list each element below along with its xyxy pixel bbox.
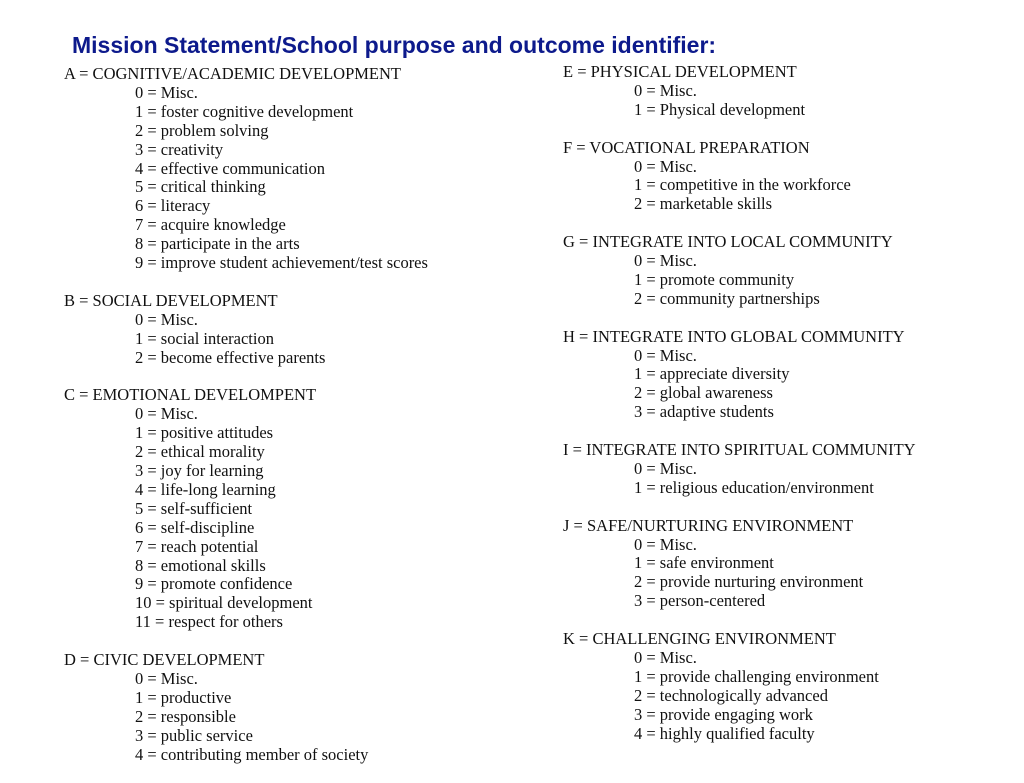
code-item: 8 = participate in the arts (135, 234, 300, 254)
code-item: 0 = Misc. (634, 80, 697, 100)
code-item: 10 = spiritual development (135, 593, 313, 613)
section-heading: E = PHYSICAL DEVELOPMENT (563, 62, 797, 81)
section-heading: I = INTEGRATE INTO SPIRITUAL COMMUNITY (563, 440, 916, 460)
page-title: Mission Statement/School purpose and outcome identifier: (72, 32, 717, 58)
code-item: 2 = provide nurturing environment (634, 572, 864, 592)
code-item: 1 = religious education/environment (634, 477, 874, 497)
code-item: 3 = provide engaging work (634, 704, 813, 724)
code-section (563, 139, 1003, 215)
code-item: 3 = person-centered (634, 591, 766, 611)
code-item: 0 = Misc. (135, 309, 198, 329)
code-item: 3 = adaptive students (634, 402, 774, 422)
code-item: 2 = problem solving (135, 120, 269, 140)
code-item: 1 = positive attitudes (135, 423, 274, 443)
code-item: 0 = Misc. (634, 458, 697, 478)
code-item: 5 = critical thinking (135, 177, 266, 197)
code-item: 7 = reach potential (135, 536, 259, 556)
code-item: 1 = appreciate diversity (634, 364, 790, 384)
code-section (563, 441, 1003, 498)
code-item: 2 = become effective parents (135, 347, 326, 367)
code-item: 3 = public service (135, 725, 253, 745)
code-item: 2 = responsible (135, 706, 236, 726)
code-item: 9 = promote confidence (135, 574, 293, 594)
code-section (563, 233, 1003, 309)
code-section (563, 630, 1003, 743)
code-item: 0 = Misc. (634, 534, 697, 554)
code-section (64, 292, 514, 368)
code-item: 1 = promote community (634, 269, 795, 289)
code-item: 2 = community partnerships (634, 288, 820, 308)
code-item: 0 = Misc. (135, 404, 198, 424)
code-item: 0 = Misc. (135, 82, 198, 102)
section-heading: D = CIVIC DEVELOPMENT (64, 650, 265, 670)
code-item: 0 = Misc. (634, 345, 697, 365)
code-item: 11 = respect for others (135, 612, 283, 632)
code-item: 1 = provide challenging environment (634, 666, 879, 686)
section-heading: G = INTEGRATE INTO LOCAL COMMUNITY (563, 232, 893, 252)
section-heading: B = SOCIAL DEVELOPMENT (64, 290, 278, 310)
code-item: 5 = self-sufficient (135, 498, 253, 518)
code-item: 0 = Misc. (634, 156, 697, 176)
code-item: 3 = joy for learning (135, 461, 264, 480)
code-item: 1 = competitive in the workforce (634, 175, 851, 195)
code-item: 6 = self-discipline (135, 517, 255, 537)
code-item: 2 = marketable skills (634, 194, 773, 214)
code-item: 1 = Physical development (634, 99, 806, 119)
code-section (563, 63, 1003, 120)
code-item: 2 = ethical morality (135, 442, 265, 462)
code-item: 9 = improve student achievement/test scores (135, 253, 428, 273)
code-item: 0 = Misc. (634, 251, 697, 271)
code-item: 1 = safe environment (634, 553, 774, 573)
code-section (563, 517, 1003, 612)
code-item: 1 = foster cognitive development (135, 101, 354, 121)
code-item: 2 = global awareness (634, 383, 773, 403)
code-item: 8 = emotional skills (135, 555, 266, 575)
code-item: 7 = acquire knowledge (135, 215, 286, 235)
code-item: 6 = literacy (135, 196, 211, 216)
section-heading: K = CHALLENGING ENVIRONMENT (563, 629, 836, 649)
section-heading: J = SAFE/NURTURING ENVIRONMENT (563, 515, 854, 535)
code-item: 4 = contributing member of society (135, 744, 369, 764)
section-heading: C = EMOTIONAL DEVELOMPENT (64, 385, 317, 405)
code-item: 3 = creativity (135, 139, 224, 159)
code-section (563, 328, 1003, 423)
code-item: 4 = effective communication (135, 158, 325, 178)
code-item: 1 = social interaction (135, 328, 274, 348)
right-column (563, 63, 1003, 762)
code-section (64, 651, 514, 764)
code-section (64, 386, 514, 632)
section-heading: A = COGNITIVE/ACADEMIC DEVELOPMENT (64, 64, 401, 83)
code-item: 2 = technologically advanced (634, 685, 828, 705)
code-section (64, 65, 514, 273)
code-item: 0 = Misc. (135, 668, 198, 688)
section-heading: H = INTEGRATE INTO GLOBAL COMMUNITY (563, 326, 905, 346)
code-item: 4 = life-long learning (135, 479, 276, 499)
code-item: 4 = highly qualified faculty (634, 723, 815, 743)
code-item: 0 = Misc. (634, 648, 697, 667)
section-heading: F = VOCATIONAL PREPARATION (563, 137, 810, 157)
left-column (64, 65, 514, 783)
code-item: 1 = productive (135, 687, 232, 707)
